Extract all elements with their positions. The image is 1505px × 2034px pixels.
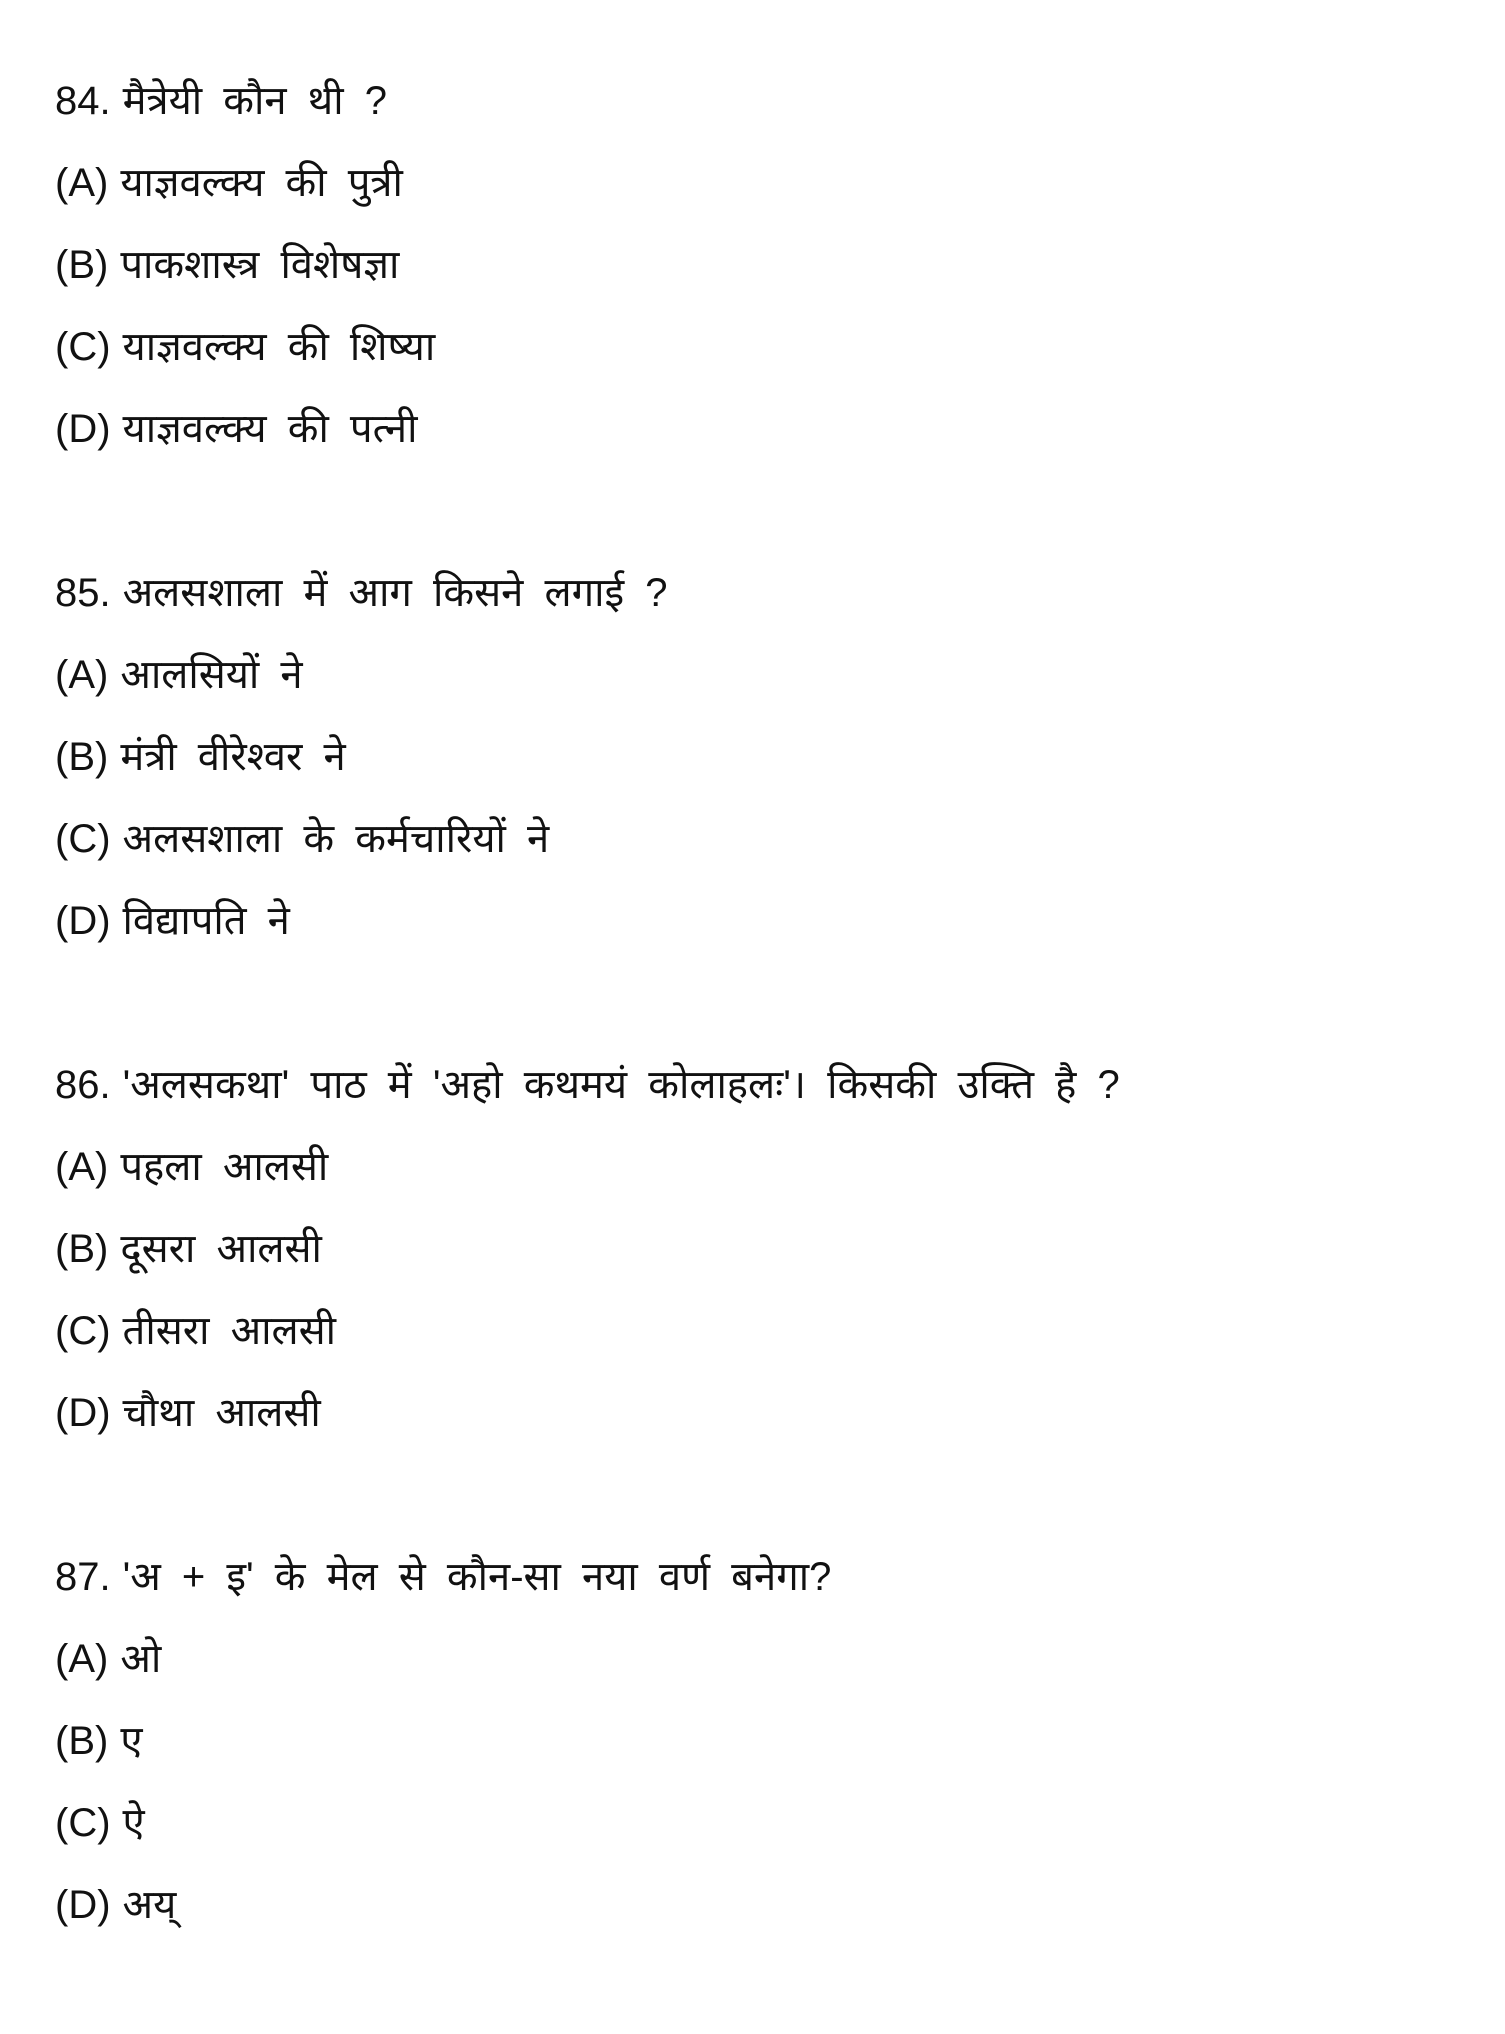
option-text: ए xyxy=(120,1719,143,1763)
question-block xyxy=(55,60,1120,552)
option-line xyxy=(55,1864,1120,1946)
option-text: पाकशास्त्र विशेषज्ञा xyxy=(120,243,400,287)
option-line xyxy=(55,1372,1120,1454)
option-text: अलसशाला के कर्मचारियों ने xyxy=(122,817,550,861)
option-line xyxy=(55,1618,1120,1700)
option-label: (D) xyxy=(55,407,111,451)
option-label: (C) xyxy=(55,325,111,369)
option-text: मंत्री वीरेश्वर ने xyxy=(120,735,346,779)
option-text: ऐ xyxy=(122,1801,145,1845)
option-line xyxy=(55,634,1120,716)
question-line xyxy=(55,1536,1120,1618)
question-text: 'अ + इ' के मेल से कौन-सा नया वर्ण बनेगा? xyxy=(122,1555,832,1599)
question-text: 'अलसकथा' पाठ में 'अहो कथमयं कोलाहलः'। किसकी उक्ति है ? xyxy=(122,1063,1120,1107)
option-label: (D) xyxy=(55,1391,111,1435)
option-text: आलसियों ने xyxy=(120,653,303,697)
question-block xyxy=(55,1536,1120,2028)
option-label: (C) xyxy=(55,1801,111,1845)
option-line xyxy=(55,716,1120,798)
option-line xyxy=(55,388,1120,470)
option-text: याज्ञवल्क्य की शिष्या xyxy=(122,325,436,369)
option-label: (D) xyxy=(55,1883,111,1927)
question-line xyxy=(55,60,1120,142)
question-line xyxy=(55,1044,1120,1126)
option-label: (A) xyxy=(55,1637,109,1681)
option-text: चौथा आलसी xyxy=(122,1391,321,1435)
option-text: पहला आलसी xyxy=(120,1145,329,1189)
option-line xyxy=(55,880,1120,962)
question-number: 84. xyxy=(55,79,111,123)
option-text: याज्ञवल्क्य की पत्नी xyxy=(122,407,418,451)
option-label: (C) xyxy=(55,817,111,861)
question-number: 85. xyxy=(55,571,111,615)
option-label: (B) xyxy=(55,1719,109,1763)
option-line xyxy=(55,1208,1120,1290)
option-line xyxy=(55,306,1120,388)
option-label: (B) xyxy=(55,1227,109,1271)
question-number: 87. xyxy=(55,1555,111,1599)
option-text: दूसरा आलसी xyxy=(120,1227,322,1271)
option-text: विद्यापति ने xyxy=(122,899,290,943)
question-block xyxy=(55,1044,1120,1536)
option-line xyxy=(55,798,1120,880)
option-label: (C) xyxy=(55,1309,111,1353)
option-label: (B) xyxy=(55,735,109,779)
option-label: (A) xyxy=(55,653,109,697)
option-text: अय् xyxy=(122,1883,177,1927)
question-number: 86. xyxy=(55,1063,111,1107)
question-line xyxy=(55,552,1120,634)
option-line xyxy=(55,1290,1120,1372)
option-line xyxy=(55,1700,1120,1782)
option-line xyxy=(55,1126,1120,1208)
option-label: (A) xyxy=(55,161,109,205)
question-block xyxy=(55,552,1120,1044)
option-line xyxy=(55,142,1120,224)
question-text: अलसशाला में आग किसने लगाई ? xyxy=(122,571,668,615)
option-label: (A) xyxy=(55,1145,109,1189)
question-list xyxy=(55,60,1120,2028)
option-label: (B) xyxy=(55,243,109,287)
question-text: मैत्रेयी कौन थी ? xyxy=(122,79,387,123)
option-label: (D) xyxy=(55,899,111,943)
option-line xyxy=(55,1782,1120,1864)
option-text: ओ xyxy=(120,1637,162,1681)
option-text: तीसरा आलसी xyxy=(122,1309,336,1353)
option-text: याज्ञवल्क्य की पुत्री xyxy=(120,161,403,205)
option-line xyxy=(55,224,1120,306)
